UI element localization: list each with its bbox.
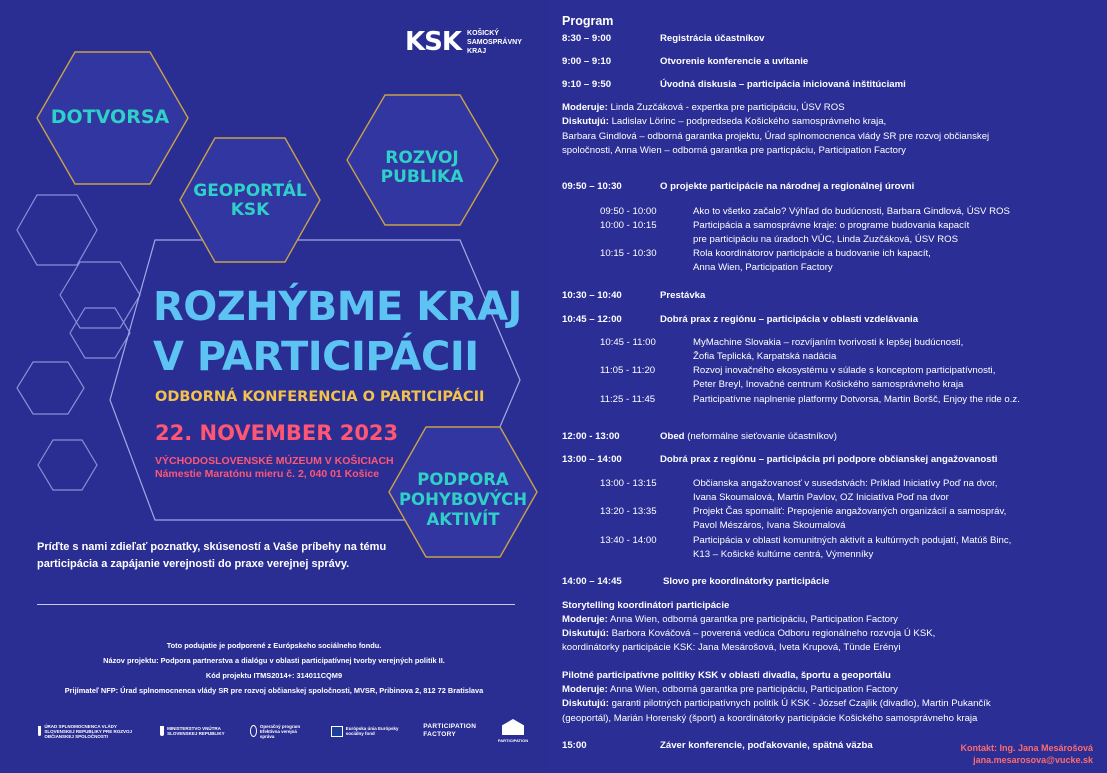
discussants-line: (geoportál), Marián Horenský (šport) a koordinátorky participácie Košického samosprávneho kraja: [562, 713, 978, 724]
label: Diskutujú:: [562, 698, 609, 709]
sub-session: Rola koordinátorov participácie a budovanie ich kapacít,: [693, 248, 931, 259]
discussants-line: Barbara Gindlová – odborná garantka projektu, Úrad splnomocnenca vlády SR pre rozvoj občianskej: [562, 131, 990, 142]
sub-time: 11:25 - 11:45: [600, 394, 656, 405]
invite-line: participácia a zapájanie verejnosti do praxe verejnej správy.: [37, 558, 350, 570]
text: Anna Wien, odborná garantka pre participáciu, Participation Factory: [607, 614, 898, 625]
label: Moderuje:: [562, 684, 608, 695]
poster-subtitle: ODBORNÁ KONFERENCIA O PARTICIPÁCII: [155, 389, 485, 405]
hexagon-outline: [70, 308, 130, 358]
partner-urad-text: ÚRAD SPLNOMOCNENCA VLÁDY SLOVENSKEJ REPUBLIKY PRE ROZVOJ OBČIANSKEJ SPOLOČNOSTI: [44, 723, 132, 739]
contact-name: Kontakt: Ing. Jana Mesárošová: [960, 743, 1093, 753]
poster-title: [153, 282, 522, 382]
funding-line: Toto podujatie je podporené z Európskeho sociálneho fondu.: [166, 641, 382, 650]
text: garanti pilotných participatívnych politík Ú KSK - József Czajlik (divadlo), Martin Pukančík: [608, 698, 991, 709]
partner-op-text: Operačný program Efektívna verejná správa: [259, 723, 301, 739]
sub-time: 10:45 - 11:00: [600, 337, 656, 348]
moderator-line: [562, 614, 898, 626]
funding-info: [0, 638, 548, 698]
hex-label-geoportal: [190, 182, 310, 219]
title-line: V PARTICIPÁCII: [153, 334, 479, 380]
partner-urad: [38, 724, 138, 739]
discussants-line: [562, 116, 886, 128]
coat-of-arms-icon: [38, 726, 41, 736]
time: 10:30 – 10:40: [562, 290, 622, 301]
text: (neformálne sieťovanie účastníkov): [684, 431, 837, 442]
time: 9:00 – 9:10: [562, 56, 612, 67]
label: Diskutujú:: [562, 116, 609, 127]
sub-session: Občianska angažovanosť v susedstvách: Príklad Iniciatívy Poď na dvor,: [693, 478, 998, 489]
label: Obed: [660, 431, 685, 442]
discussants-line: [562, 628, 935, 640]
program-panel: [548, 0, 1107, 773]
sub-session: Anna Wien, Participation Factory: [693, 262, 833, 273]
session-title: Slovo pre koordinátorky participácie: [663, 576, 830, 587]
partner-logos: [38, 716, 528, 746]
venue-line: VÝCHODOSLOVENSKÉ MÚZEUM V KOŠICIACH: [155, 455, 394, 467]
hexagon-outline: [17, 362, 84, 414]
text: Anna Wien, odborná garantka pre participáciu, Participation Factory: [607, 684, 898, 695]
label: Diskutujú:: [562, 628, 609, 639]
sub-session: Participácia v oblasti komunitných aktivít a kultúrnych podujatí, Matúš Binc,: [693, 535, 1012, 546]
pf-line: PARTICIPATION: [423, 723, 477, 730]
title-line: ROZHÝBME KRAJ: [153, 284, 522, 330]
time: 10:45 – 12:00: [562, 314, 622, 325]
discussants-line: [562, 698, 991, 710]
hex-label-rozvoj: [362, 149, 482, 186]
session-title: Otvorenie konferencie a uvítanie: [660, 56, 809, 67]
session-title: Prestávka: [660, 290, 706, 301]
sub-session: MyMachine Slovakia – rozvíjaním tvorivosti k lepšej budúcnosti,: [693, 337, 964, 348]
funding-line: Názov projektu: Podpora partnerstva a dialógu v oblasti participatívnej tvorby verejných politík II.: [103, 656, 445, 665]
session-title: Dobrá prax z regiónu – participácia v oblasti vzdelávania: [660, 314, 919, 325]
program-heading: Program: [562, 14, 614, 28]
moderator-line: [562, 684, 898, 696]
text: Ladislav Lörinc – podpredseda Košického samosprávneho kraja,: [608, 116, 887, 127]
discussants-line: spoločnosti, Anna Wien – odborná garantka pre particpáciu, Participation Factory: [562, 145, 906, 156]
funding-line: Prijímateľ NFP: Úrad splnomocnenca vlády SR pre rozvoj občianskej spoločnosti, MVSR, Pribinova 2, 812 72 Bratislava: [64, 686, 484, 695]
funding-line: Kód projektu ITMS2014+: 314011CQM9: [205, 671, 343, 680]
hex-label-line: GEOPORTÁL: [193, 181, 307, 201]
sub-session: pre participáciu na úradoch VÚC, Linda Zuzčáková, ÚSV ROS: [693, 234, 959, 245]
session-title: [660, 431, 837, 443]
block-heading: Pilotné participatívne politiky KSK v oblasti divadla, športu a geoportálu: [562, 670, 891, 681]
sub-session: Pavol Mészáros, Ivana Skoumalová: [693, 520, 846, 531]
sub-time: 13:00 - 13:15: [600, 478, 657, 489]
time: 15:00: [562, 740, 587, 751]
hex-label-line: PUBLIKA: [380, 166, 464, 187]
hex-label-line: PODPORA: [417, 470, 509, 489]
session-title: Úvodná diskusia – participácia iniciovaná inštitúciami: [660, 79, 906, 90]
time: 12:00 - 13:00: [562, 431, 620, 442]
op-logo-icon: [250, 725, 257, 737]
hex-label-dotvorsa: DOTVORSA: [50, 106, 170, 128]
partner-ministerstvo: [160, 726, 228, 736]
partner-op: [250, 724, 310, 739]
poster-panel: [0, 0, 548, 773]
hexagon-outline: [17, 195, 97, 265]
sub-session: Peter Breyl, Inovačné centrum Košického samosprávneho kraja: [693, 379, 964, 390]
sub-session: Projekt Čas spomaliť: Prepojenie angažovaných organizácií a samospráv,: [693, 506, 1007, 517]
hexagon-outline: [60, 262, 140, 328]
invitation-text: [37, 539, 397, 573]
session-title: O projekte participácie na národnej a regionálnej úrovni: [660, 181, 915, 192]
sub-session: Ako to všetko začalo? Výhľad do budúcnosti, Barbara Gindlová, ÚSV ROS: [693, 206, 1010, 217]
time: 9:10 – 9:50: [562, 79, 612, 90]
text: Linda Zuzčáková - expertka pre participáciu, ÚSV ROS: [607, 102, 845, 113]
logo-text: KOŠICKÝ SAMOSPRÁVNY KRAJ: [467, 29, 522, 55]
label: Moderuje:: [562, 102, 608, 113]
sub-time: 13:40 - 14:00: [600, 535, 657, 546]
sub-session: Rozvoj inovačného ekosystému v súlade s konceptom participatívnosti,: [693, 365, 996, 376]
hex-label-podpora: [394, 470, 532, 530]
hex-label-line: ROZVOJ: [385, 148, 459, 168]
block-heading: Storytelling koordinátori participácie: [562, 600, 730, 611]
sub-time: 13:20 - 13:35: [600, 506, 657, 517]
building-icon: [502, 719, 524, 735]
sub-time: 09:50 - 10:00: [600, 206, 657, 217]
partner-eu-text: Európska únia Európsky sociálny fond: [345, 726, 399, 736]
time: 14:00 – 14:45: [562, 576, 622, 587]
time: 8:30 – 9:00: [562, 33, 612, 44]
moderator-line: [562, 102, 845, 114]
session-title: Dobrá prax z regiónu – participácia pri podpore občianskej angažovanosti: [660, 454, 998, 465]
hexagon-outline: [38, 440, 97, 490]
sub-session: Ivana Skoumalová, Martin Pavlov, OZ Iniciatíva Poď na dvor: [693, 492, 949, 503]
event-date: 22. NOVEMBER 2023: [155, 421, 399, 445]
pp-text: PARTICIPATION: [497, 738, 529, 743]
partner-eu: [331, 726, 401, 737]
discussants-line: koordinátorky participácie KSK: Jana Mesárošová, Iveta Krupová, Tünde Erényi: [562, 642, 901, 653]
event-venue: [155, 455, 394, 481]
ksk-logo: [405, 27, 537, 57]
participation-logo: [498, 719, 528, 743]
sub-session: Participatívne naplnenie platformy Dotvorsa, Martin Boršč, Enjoy the ride o.z.: [693, 394, 1020, 405]
sub-time: 10:15 - 10:30: [600, 248, 657, 259]
venue-line: Námestie Maratónu mieru č. 2, 040 01 Košice: [155, 468, 380, 480]
label: Moderuje:: [562, 614, 608, 625]
contact-email[interactable]: jana.mesarosova@vucke.sk: [973, 755, 1093, 765]
pf-line: FACTORY: [423, 731, 456, 738]
sub-session: K13 – Košické kultúrne centrá, Výmenníky: [693, 549, 874, 560]
participation-factory-logo: [423, 723, 476, 739]
sub-time: 10:00 - 10:15: [600, 220, 657, 231]
logo-mark: KSK: [405, 27, 462, 57]
eu-flag-icon: [331, 726, 342, 737]
invite-line: Príďte s nami zdieľať poznatky, skúseností a Vaše príbehy na tému: [37, 541, 387, 553]
sub-session: Participácia a samosprávne kraje: o programe budovania kapacít: [693, 220, 970, 231]
coat-of-arms-icon: [160, 726, 164, 736]
hex-label-line: POHYBOVÝCH: [398, 490, 528, 509]
time: 13:00 – 14:00: [562, 454, 622, 465]
partner-ministerstvo-text: MINISTERSTVO VNÚTRA SLOVENSKEJ REPUBLIKY: [167, 726, 225, 736]
sub-time: 11:05 - 11:20: [600, 365, 656, 376]
session-title: Registrácia účastníkov: [660, 33, 765, 44]
time: 09:50 – 10:30: [562, 181, 622, 192]
text: Barbora Kováčová – poverená vedúca Odboru regionálneho rozvoja Ú KSK,: [608, 628, 936, 639]
hex-label-line: AKTIVÍT: [426, 510, 500, 529]
session-title: Záver konferencie, poďakovanie, spätná väzba: [660, 740, 873, 751]
sub-session: Žofia Teplická, Karpatská nadácia: [693, 351, 837, 362]
divider: [37, 604, 515, 605]
hex-label-line: KSK: [230, 199, 270, 220]
